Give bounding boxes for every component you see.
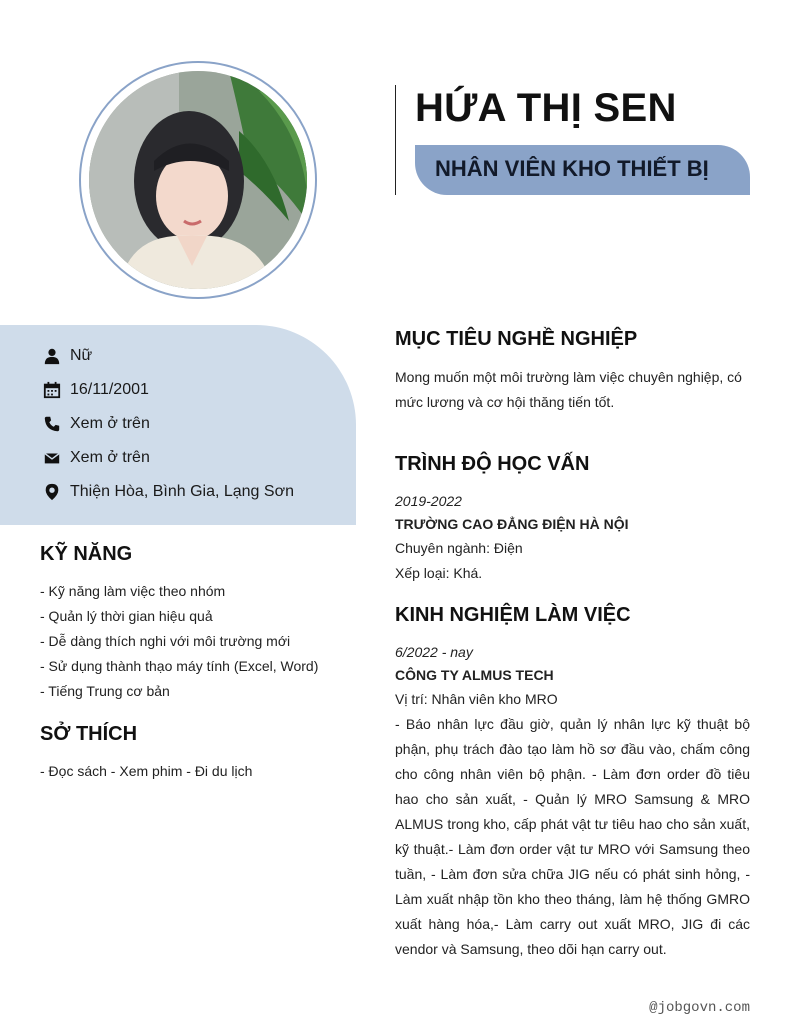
education-grade: Xếp loại: Khá. [395,565,483,581]
objective-title: MỤC TIÊU NGHỀ NGHIỆP [395,328,638,350]
watermark: @jobgovn.com [649,1000,750,1016]
gender-text: Nữ [70,347,93,364]
skill-item: - Quản lý thời gian hiệu quả [40,608,213,624]
calendar-icon [42,380,62,400]
profile-photo [89,71,307,289]
experience-description: - Báo nhân lực đầu giờ, quản lý nhân lực kỹ thuật bộ phận, phụ trách đào tạo làm hồ sơ đầu vào, chấm công cho công nhân viên bộ phận. - Làm đơn order đồ tiêu hao cho sản xuất, - Quản lý MRO Samsung & MRO ALMUS trong kho, cấp phát vật tư tiêu hao cho sản xuất, kỹ thuật.- Làm đơn order vật tư MRO với Samsung theo tuần, - Làm đơn sửa chữa JIG nếu có phát sinh hỏng, - Làm xuất nhập tồn kho theo tháng, làm hệ thống GMRO xuất hàng hóa,- Làm carry out xuất MRO, JIG đi các vendor và Samsung, theo dõi hạn carry out. [395,716,750,957]
contact-address [42,481,294,503]
email-text: Xem ở trên [70,449,150,466]
avatar [89,71,307,289]
skills-title: KỸ NĂNG [40,543,133,565]
contact-phone [42,413,150,435]
education-period: 2019-2022 [395,493,462,509]
education-school: TRƯỜNG CAO ĐẲNG ĐIỆN HÀ NỘI [395,516,629,532]
hobbies-text: - Đọc sách - Xem phim - Đi du lịch [40,763,253,779]
experience-company: CÔNG TY ALMUS TECH [395,667,554,683]
contact-birthday [42,379,149,401]
education-title: TRÌNH ĐỘ HỌC VẤN [395,453,590,475]
role-badge [415,145,750,195]
experience-title: KINH NGHIỆM LÀM VIỆC [395,604,631,626]
education-major: Chuyên ngành: Điện [395,540,523,556]
skill-item: - Dễ dàng thích nghi với môi trường mới [40,633,291,649]
person-icon [42,346,62,366]
mail-icon [42,448,62,468]
location-pin-icon [42,482,62,502]
phone-icon [42,414,62,434]
hobbies-title: SỞ THÍCH [40,723,138,745]
avatar-frame [79,61,317,299]
name-divider [395,85,396,195]
contact-email [42,447,150,469]
birthday-text: 16/11/2001 [70,381,149,398]
candidate-name: HỨA THỊ SEN [415,86,677,130]
role-title: NHÂN VIÊN KHO THIẾT BỊ [435,156,709,181]
skill-item: - Kỹ năng làm việc theo nhóm [40,583,226,599]
skill-item: - Tiếng Trung cơ bản [40,683,170,699]
contact-gender [42,345,92,367]
address-text: Thiện Hòa, Bình Gia, Lạng Sơn [70,483,294,500]
phone-text: Xem ở trên [70,415,150,432]
experience-period: 6/2022 - nay [395,644,473,660]
objective-text: Mong muốn một môi trường làm việc chuyên nghiệp, có mức lương và cơ hội thăng tiến tốt. [395,369,742,410]
skill-item: - Sử dụng thành thạo máy tính (Excel, Word) [40,658,319,674]
experience-position: Vị trí: Nhân viên kho MRO [395,691,558,707]
